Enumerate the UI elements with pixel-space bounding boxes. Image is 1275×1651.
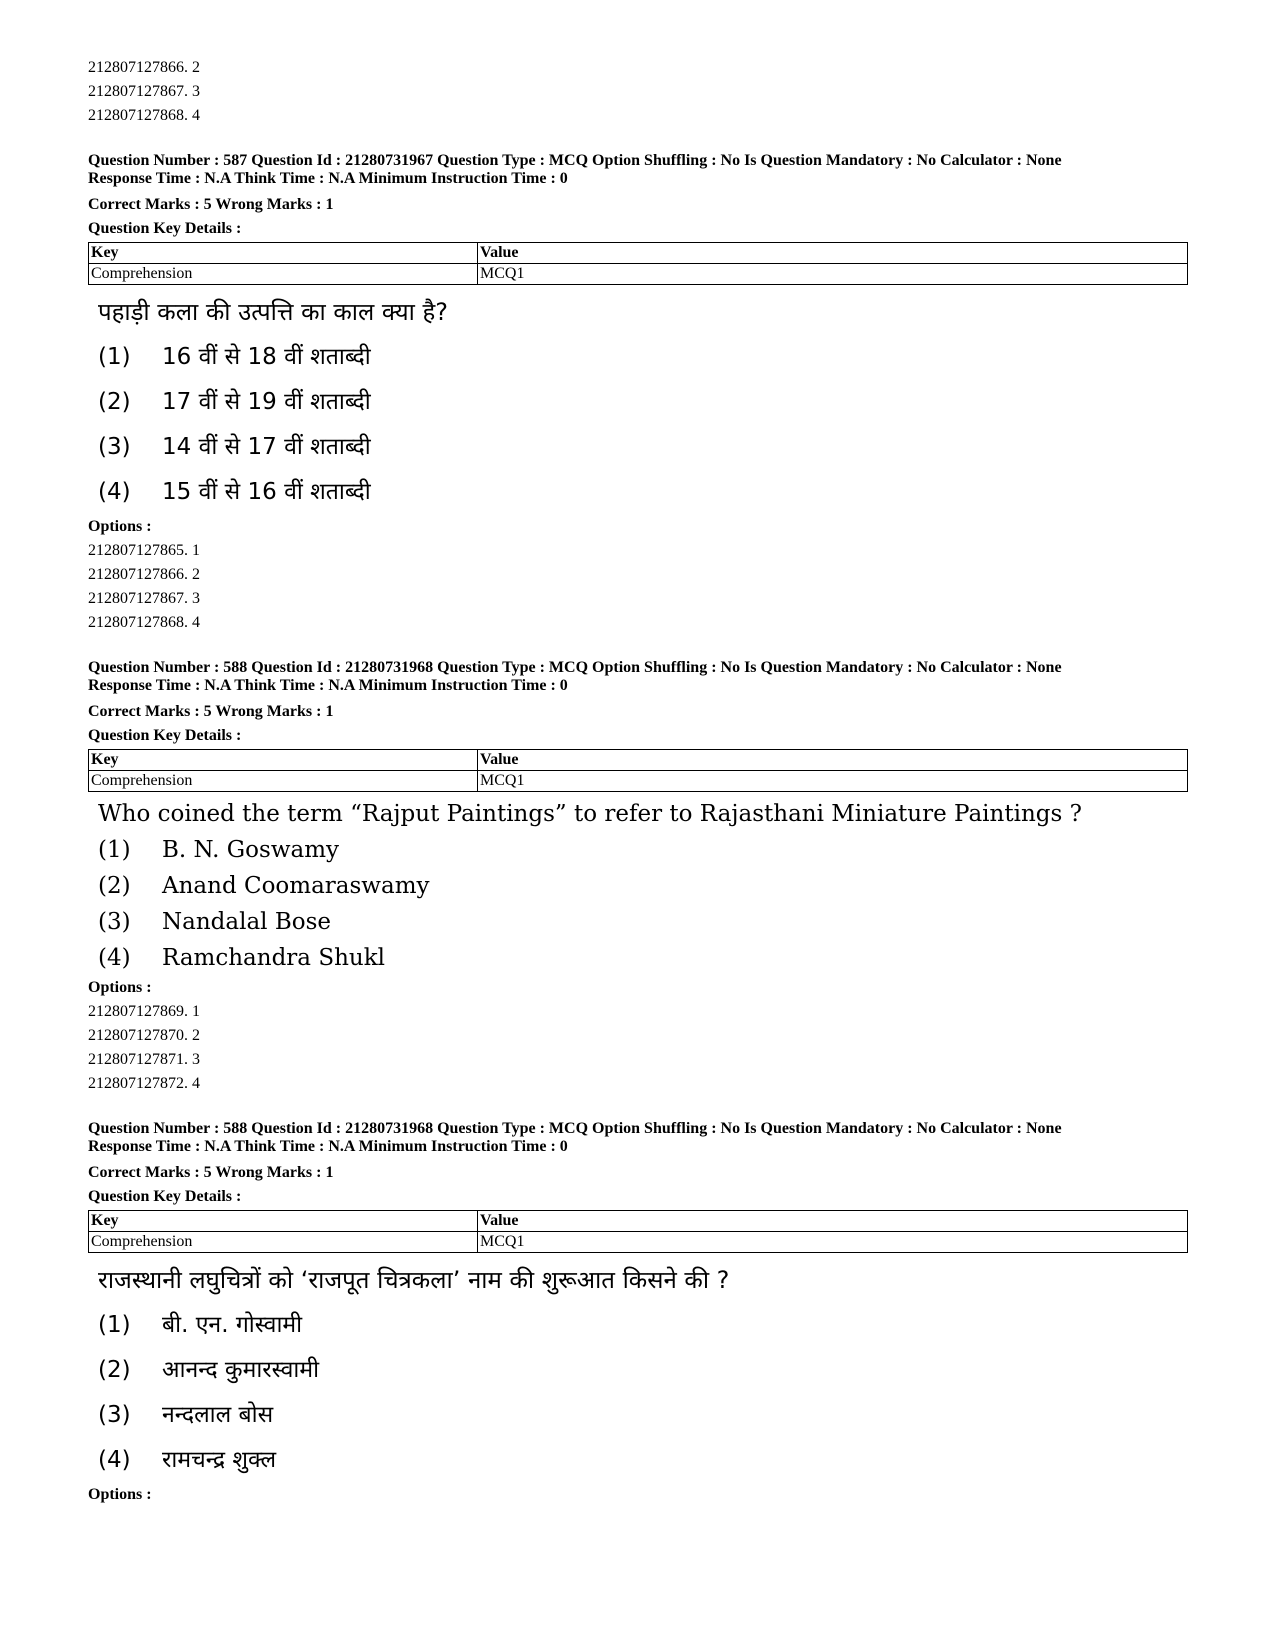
key-header: Key bbox=[89, 1211, 478, 1232]
choice-text: 16 वीं से 18 वीं शताब्दी bbox=[162, 344, 371, 370]
choice-text: Nandalal Bose bbox=[162, 909, 331, 935]
choice-text: 17 वीं से 19 वीं शताब्दी bbox=[162, 389, 371, 415]
option-item: 212807127869. 1 bbox=[88, 1003, 200, 1020]
question-text: Who coined the term “Rajput Paintings” to refer to Rajasthani Miniature Paintings ? bbox=[98, 801, 1082, 827]
options-label: Options : bbox=[88, 979, 152, 996]
choice-text: नन्दलाल बोस bbox=[162, 1402, 274, 1428]
question-text: पहाड़ी कला की उत्पत्ति का काल क्या है? bbox=[98, 298, 448, 326]
choice-number: (1) bbox=[98, 1312, 131, 1338]
option-item: 212807127868. 4 bbox=[88, 107, 200, 124]
key-details-table bbox=[88, 1210, 1188, 1253]
choice-number: (4) bbox=[98, 1447, 131, 1473]
option-item: 212807127870. 2 bbox=[88, 1027, 200, 1044]
option-item: 212807127866. 2 bbox=[88, 566, 200, 583]
options-list bbox=[88, 1000, 1188, 1096]
option-item: 212807127867. 3 bbox=[88, 83, 200, 100]
value-cell: MCQ1 bbox=[478, 264, 1188, 285]
choice-number: (4) bbox=[98, 479, 131, 505]
choice-text: आनन्द कुमारस्वामी bbox=[162, 1357, 320, 1383]
choice-item bbox=[98, 940, 1188, 976]
choice-item bbox=[98, 1303, 1188, 1348]
choice-text: रामचन्द्र शुक्ल bbox=[162, 1447, 277, 1473]
choice-number: (2) bbox=[98, 873, 131, 899]
choice-item bbox=[98, 425, 1188, 470]
choice-item bbox=[98, 1393, 1188, 1438]
options-label: Options : bbox=[88, 1486, 152, 1503]
choice-number: (1) bbox=[98, 837, 131, 863]
options-list bbox=[88, 539, 1188, 635]
option-item: 212807127871. 3 bbox=[88, 1051, 200, 1068]
key-details-table bbox=[88, 242, 1188, 285]
choice-number: (2) bbox=[98, 389, 131, 415]
question-timing: Response Time : N.A Think Time : N.A Minimum Instruction Time : 0 bbox=[88, 1138, 568, 1155]
option-item: 212807127872. 4 bbox=[88, 1075, 200, 1092]
options-label: Options : bbox=[88, 518, 152, 535]
choice-item bbox=[98, 1348, 1188, 1393]
question-marks: Correct Marks : 5 Wrong Marks : 1 bbox=[88, 196, 334, 213]
value-header: Value bbox=[478, 1211, 1188, 1232]
option-item: 212807127867. 3 bbox=[88, 590, 200, 607]
key-cell: Comprehension bbox=[89, 264, 478, 285]
document-page bbox=[88, 56, 1188, 1507]
choice-item bbox=[98, 470, 1188, 515]
key-header: Key bbox=[89, 243, 478, 264]
value-header: Value bbox=[478, 750, 1188, 771]
question-block-588-hi bbox=[88, 1120, 1188, 1507]
previous-options-list bbox=[88, 56, 1188, 128]
choice-item bbox=[98, 380, 1188, 425]
question-meta: Question Number : 588 Question Id : 21280731968 Question Type : MCQ Option Shuffling : No Is Question Mandatory : No Calculator : None bbox=[88, 659, 1062, 676]
question-marks: Correct Marks : 5 Wrong Marks : 1 bbox=[88, 703, 334, 720]
value-header: Value bbox=[478, 243, 1188, 264]
key-cell: Comprehension bbox=[89, 1232, 478, 1253]
option-item: 212807127866. 2 bbox=[88, 59, 200, 76]
choice-number: (4) bbox=[98, 945, 131, 971]
choice-item bbox=[98, 335, 1188, 380]
choice-item bbox=[98, 832, 1188, 868]
choice-text: 14 वीं से 17 वीं शताब्दी bbox=[162, 434, 371, 460]
question-meta: Question Number : 587 Question Id : 21280731967 Question Type : MCQ Option Shuffling : No Is Question Mandatory : No Calculator : None bbox=[88, 152, 1062, 169]
value-cell: MCQ1 bbox=[478, 771, 1188, 792]
choice-list bbox=[88, 832, 1188, 976]
choice-text: B. N. Goswamy bbox=[162, 837, 340, 863]
choice-number: (3) bbox=[98, 1402, 131, 1428]
question-text: राजस्थानी लघुचित्रों को ‘राजपूत चित्रकला’ नाम की शुरूआत किसने की ? bbox=[98, 1266, 730, 1294]
value-cell: MCQ1 bbox=[478, 1232, 1188, 1253]
choice-text: बी. एन. गोस्वामी bbox=[162, 1312, 303, 1338]
key-details-label: Question Key Details : bbox=[88, 220, 242, 237]
question-meta: Question Number : 588 Question Id : 21280731968 Question Type : MCQ Option Shuffling : No Is Question Mandatory : No Calculator : None bbox=[88, 1120, 1062, 1137]
choice-number: (3) bbox=[98, 434, 131, 460]
choice-text: Anand Coomaraswamy bbox=[162, 873, 430, 899]
choice-text: 15 वीं से 16 वीं शताब्दी bbox=[162, 479, 371, 505]
choice-text: Ramchandra Shukl bbox=[162, 945, 386, 971]
choice-number: (1) bbox=[98, 344, 131, 370]
choice-item bbox=[98, 904, 1188, 940]
choice-number: (2) bbox=[98, 1357, 131, 1383]
key-details-label: Question Key Details : bbox=[88, 1188, 242, 1205]
question-block-588-en bbox=[88, 659, 1188, 1096]
question-block-587 bbox=[88, 152, 1188, 635]
key-header: Key bbox=[89, 750, 478, 771]
key-details-label: Question Key Details : bbox=[88, 727, 242, 744]
question-timing: Response Time : N.A Think Time : N.A Minimum Instruction Time : 0 bbox=[88, 170, 568, 187]
key-cell: Comprehension bbox=[89, 771, 478, 792]
choice-item bbox=[98, 1438, 1188, 1483]
option-item: 212807127865. 1 bbox=[88, 542, 200, 559]
choice-list bbox=[88, 335, 1188, 515]
choice-number: (3) bbox=[98, 909, 131, 935]
choice-list bbox=[88, 1303, 1188, 1483]
question-timing: Response Time : N.A Think Time : N.A Minimum Instruction Time : 0 bbox=[88, 677, 568, 694]
option-item: 212807127868. 4 bbox=[88, 614, 200, 631]
question-marks: Correct Marks : 5 Wrong Marks : 1 bbox=[88, 1164, 334, 1181]
choice-item bbox=[98, 868, 1188, 904]
key-details-table bbox=[88, 749, 1188, 792]
